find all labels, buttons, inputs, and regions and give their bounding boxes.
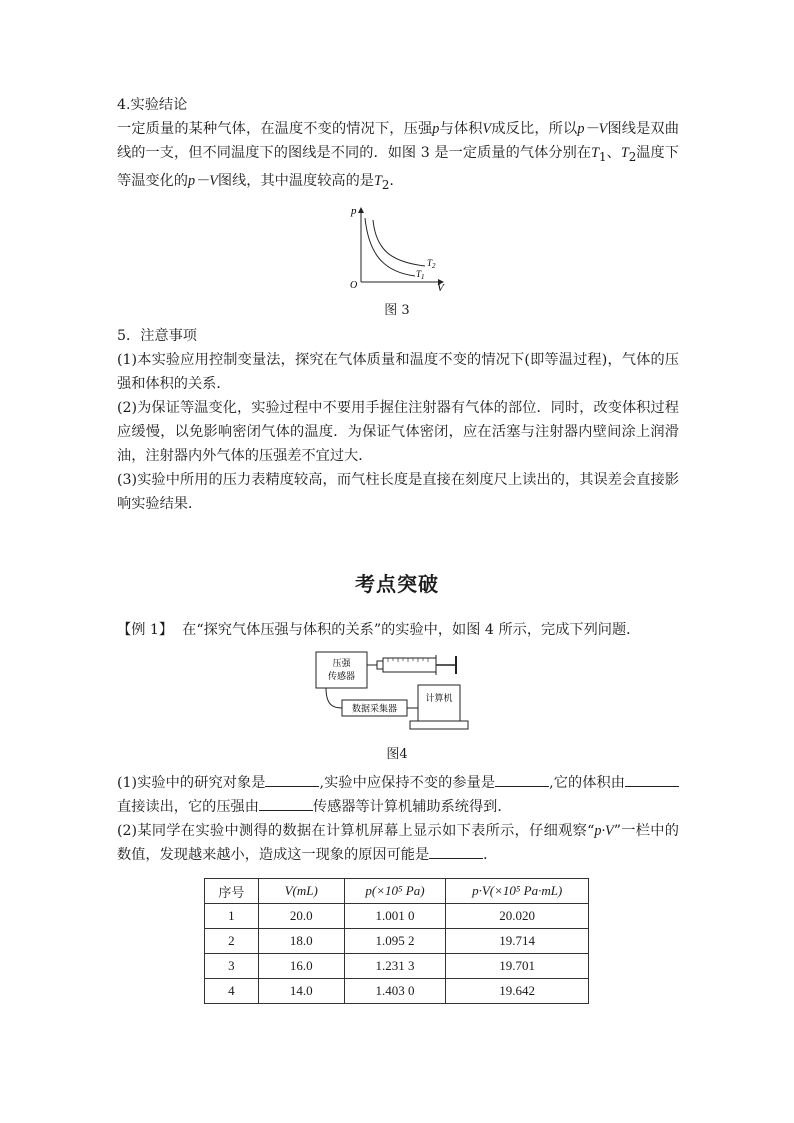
section-5-heading: 5．注意事项: [117, 328, 197, 344]
example-text: 在“探究气体压强与体积的关系”的实验中，如图 4 所示，完成下列问题．: [182, 622, 641, 638]
figure-3-caption: 图 3: [384, 303, 410, 318]
header-volume: V(mL): [258, 879, 344, 904]
example-label: 【例 1】: [117, 622, 174, 638]
figure-4-apparatus: [314, 648, 474, 734]
sensor-label-line1: 压强: [332, 658, 351, 668]
example-1: [117, 618, 679, 642]
t1-label: $T_1$: [416, 269, 425, 281]
note-item-1: (1)本实验应用控制变量法，探究在气体质量和温度不变的情况下(即等温过程)，气体的压强和体积的关系．: [117, 352, 679, 392]
question-2: (2)某同学在实验中测得的数据在计算机屏幕上显示如下表所示，仔细观察“p·V”一栏中的数值，发现越来越小，造成这一现象的原因可能是 ．: [117, 823, 679, 863]
table-header-row: [205, 879, 589, 904]
section-5: [117, 324, 679, 516]
figure-4-caption: 图4: [386, 747, 408, 762]
table-row: 3 16.0 1.231 3 19.701: [205, 954, 589, 979]
answer-blank-2[interactable]: [495, 772, 549, 787]
questions: [117, 771, 679, 867]
t2-label: $T_2$: [427, 258, 436, 270]
sensor-label-line2: 传感器: [327, 671, 356, 681]
origin-label: O: [350, 280, 358, 291]
answer-blank-4[interactable]: [259, 796, 313, 811]
table-row: 4 14.0 1.403 0 19.642: [205, 979, 589, 1004]
answer-blank-1[interactable]: [265, 772, 319, 787]
question-1: (1)实验中的研究对象是 ,实验中应保持不变的参量是 ,它的体积由直接读出，它的压强由 传感器等计算机辅助系统得到．: [117, 771, 679, 819]
note-item-2: (2)为保证等温变化，实验过程中不要用手握住注射器有气体的部位．同时，改变体积过程应缓慢，以免影响密闭气体的温度．为保证气体密闭，应在活塞与注射器内壁间涂上润滑油，注射器内外气体的压强差不宜过大．: [117, 400, 679, 464]
header-pv: p·V(×10⁵ Pa·mL): [446, 879, 589, 904]
header-pressure: p(×10⁵ Pa): [344, 879, 446, 904]
curve-t2: [373, 220, 425, 266]
figure-3-pv-graph: [345, 200, 455, 292]
section-4-paragraph: 一定质量的某种气体，在温度不变的情况下，压强p与体积V成反比，所以p－V图线是双曲线的一支，但不同温度下的图线是不同的．如图 3 是一定质量的气体分别在$T_1$、$T_2$温度下等温变化的p－V图线，其中温度较高的是$T_2$.: [117, 121, 679, 192]
computer-label: 计算机: [425, 693, 453, 703]
header-index: 序号: [205, 879, 259, 904]
table-row: 1 20.0 1.001 0 20.020: [205, 904, 589, 929]
axis-x-label: V: [437, 282, 444, 292]
section-title: 考点突破: [355, 572, 439, 596]
computer-base: [410, 721, 468, 729]
section-4-heading: 4.实验结论: [117, 97, 188, 113]
note-item-3: (3)实验中所用的压力表精度较高，而气柱长度是直接在刻度尺上读出的，其误差会直接影响实验结果．: [117, 472, 679, 512]
computer-monitor: [418, 685, 460, 721]
data-table: [204, 878, 589, 1004]
answer-blank-5[interactable]: [429, 844, 483, 859]
table-row: 2 18.0 1.095 2 19.714: [205, 929, 589, 954]
cable-1: [326, 688, 342, 708]
answer-blank-3[interactable]: [625, 772, 679, 787]
axis-y-label: p: [351, 205, 357, 217]
section-4: [117, 93, 679, 197]
collector-label: 数据采集器: [351, 703, 398, 714]
syringe-tip: [377, 661, 383, 669]
curve-t1: [365, 218, 415, 276]
